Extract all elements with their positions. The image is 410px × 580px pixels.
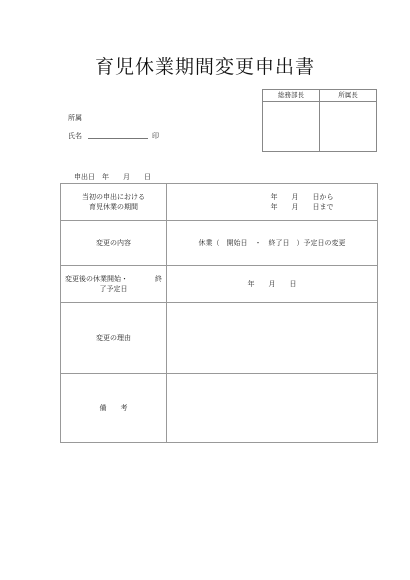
application-date: 申出日 年 月 日	[74, 173, 151, 181]
name-label: 氏名	[68, 132, 82, 140]
form-row-reason	[61, 303, 378, 373]
new-dates-label-line1	[65, 274, 162, 284]
approval-col-dept-head: 所属長	[319, 90, 376, 101]
original-period-field[interactable]	[167, 184, 378, 221]
remarks-field[interactable]	[167, 373, 378, 442]
seal-label: 印	[152, 132, 159, 140]
affiliation-label: 所属	[68, 114, 82, 122]
name-field[interactable]	[88, 138, 148, 139]
approval-col-general-affairs: 総務部長	[278, 91, 304, 99]
approval-stamp-box	[262, 89, 377, 152]
new-dates-label	[61, 266, 167, 303]
form-row-remarks	[61, 373, 378, 442]
stamp-cell-general-affairs[interactable]	[263, 102, 319, 152]
reason-label: 変更の理由	[61, 303, 167, 373]
stamp-cell-dept-head[interactable]	[319, 102, 376, 152]
remarks-label: 備 考	[61, 373, 167, 442]
form-row-original-period	[61, 184, 378, 221]
original-period-label-line1: 当初の申出における	[82, 193, 145, 202]
change-content-field[interactable]: 休業（ 開始日 ・ 終了日 ）予定日の変更	[167, 221, 378, 266]
form-row-change-content	[61, 221, 378, 266]
approval-header	[263, 90, 376, 102]
original-period-from: 年 月 日から	[270, 193, 334, 202]
approval-stamp-area	[263, 102, 376, 152]
change-request-form	[60, 183, 378, 443]
original-period-label-line2: 育児休業の期間	[89, 203, 138, 212]
original-period-label	[61, 184, 167, 221]
form-row-new-dates	[61, 266, 378, 303]
new-dates-label-right: 終	[155, 275, 162, 284]
new-dates-label-left: 変更後の休業開始・	[65, 275, 128, 284]
reason-field[interactable]	[167, 303, 378, 373]
new-dates-label-line2: 了予定日	[99, 285, 128, 294]
original-period-to: 年 月 日まで	[270, 203, 334, 212]
new-dates-field[interactable]: 年 月 日	[167, 266, 378, 303]
page-title: 育児休業期間変更申出書	[94, 56, 315, 78]
change-content-label: 変更の内容	[61, 221, 167, 266]
